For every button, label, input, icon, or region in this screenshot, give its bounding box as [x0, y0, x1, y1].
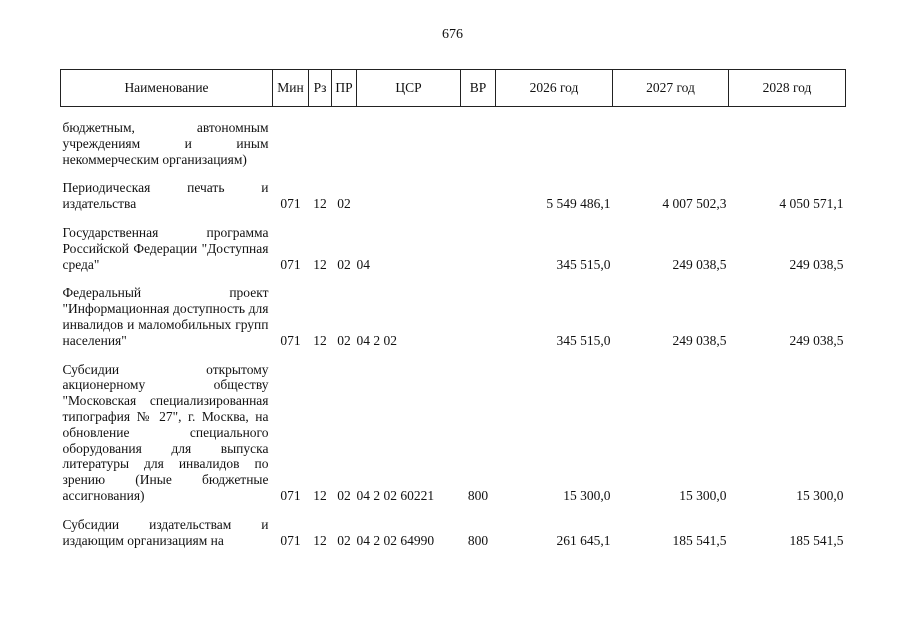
- row-min: 071: [280, 332, 301, 348]
- row-name: Государственная программа Российской Федерации "Доступная среда": [62, 224, 269, 272]
- row-name: Субсидии издательствам и издающим организациям на: [62, 516, 269, 548]
- row-2027: 185 541,5: [672, 532, 727, 548]
- header-name: Наименование: [61, 70, 273, 107]
- header-row: [61, 70, 846, 107]
- row-2026: 5 549 486,1: [546, 196, 611, 212]
- header-pr: ПР: [332, 70, 357, 107]
- header-vr: ВР: [461, 70, 496, 107]
- row-2028: 4 050 571,1: [779, 196, 844, 212]
- header-2026: 2026 год: [496, 70, 613, 107]
- row-min: 071: [280, 487, 301, 503]
- header-2027: 2027 год: [613, 70, 729, 107]
- row-csr: 04 2 02 64990: [356, 532, 435, 548]
- table-row: [61, 225, 846, 272]
- row-name: Субсидии открытому акционерному обществу "Московская специализированная типография № 27", г. Москва, на обновление специального оборудования для выпуска литературы для инвалидов по зрению (Иные бюджетные ассигнования): [62, 361, 269, 503]
- row-2027: 15 300,0: [679, 487, 727, 503]
- row-csr: [357, 120, 461, 167]
- row-min: [273, 120, 309, 167]
- row-2027: 249 038,5: [672, 332, 727, 348]
- header-2028: 2028 год: [729, 70, 846, 107]
- row-pr: 02: [337, 532, 351, 548]
- row-csr: [357, 180, 461, 212]
- row-2027: 4 007 502,3: [662, 196, 727, 212]
- row-2028: 249 038,5: [789, 256, 844, 272]
- row-pr: [332, 120, 357, 167]
- row-vr: 800: [467, 487, 489, 503]
- row-name: Федеральный проект "Информационная доступность для инвалидов и маломобильных групп населения": [62, 285, 269, 348]
- row-min: 071: [280, 196, 301, 212]
- row-csr: 04 2 02: [356, 332, 397, 348]
- row-2026: 345 515,0: [556, 256, 611, 272]
- header-min: Мин: [273, 70, 309, 107]
- row-2027: [613, 120, 729, 167]
- row-2027: 249 038,5: [672, 256, 727, 272]
- row-min: 071: [280, 256, 301, 272]
- row-2026: 345 515,0: [556, 332, 611, 348]
- row-vr: [461, 285, 496, 348]
- row-rz: [309, 120, 332, 167]
- header-csr: ЦСР: [357, 70, 461, 107]
- row-rz: 12: [313, 332, 327, 348]
- row-name: Периодическая печать и издательства: [62, 180, 269, 212]
- row-name: бюджетным, автономным учреждениям и иным некоммерческим организациям): [62, 120, 269, 167]
- row-2028: 15 300,0: [796, 487, 844, 503]
- table-row: [61, 517, 846, 549]
- row-csr: 04 2 02 60221: [356, 487, 435, 503]
- row-2028: 249 038,5: [789, 332, 844, 348]
- row-rz: 12: [313, 487, 327, 503]
- row-vr: [461, 120, 496, 167]
- row-min: 071: [280, 532, 301, 548]
- row-pr: 02: [337, 196, 351, 212]
- table-row: [61, 120, 846, 167]
- row-vr: 800: [467, 532, 489, 548]
- row-vr: [461, 180, 496, 212]
- table-row: [61, 285, 846, 348]
- row-rz: 12: [313, 532, 327, 548]
- row-2026: 15 300,0: [563, 487, 611, 503]
- row-rz: 12: [313, 256, 327, 272]
- row-2026: 261 645,1: [556, 532, 611, 548]
- row-rz: 12: [313, 196, 327, 212]
- row-pr: 02: [337, 332, 351, 348]
- header-rz: Рз: [309, 70, 332, 107]
- row-2026: [496, 120, 613, 167]
- row-vr: [461, 225, 496, 272]
- row-2028: [729, 120, 846, 167]
- row-pr: 02: [337, 256, 351, 272]
- table-row: [61, 180, 846, 212]
- page-number: 676: [442, 27, 463, 42]
- row-2028: 185 541,5: [789, 532, 844, 548]
- row-pr: 02: [337, 487, 351, 503]
- budget-table: [60, 69, 846, 548]
- row-csr: 04: [356, 256, 370, 272]
- table-row: [61, 362, 846, 504]
